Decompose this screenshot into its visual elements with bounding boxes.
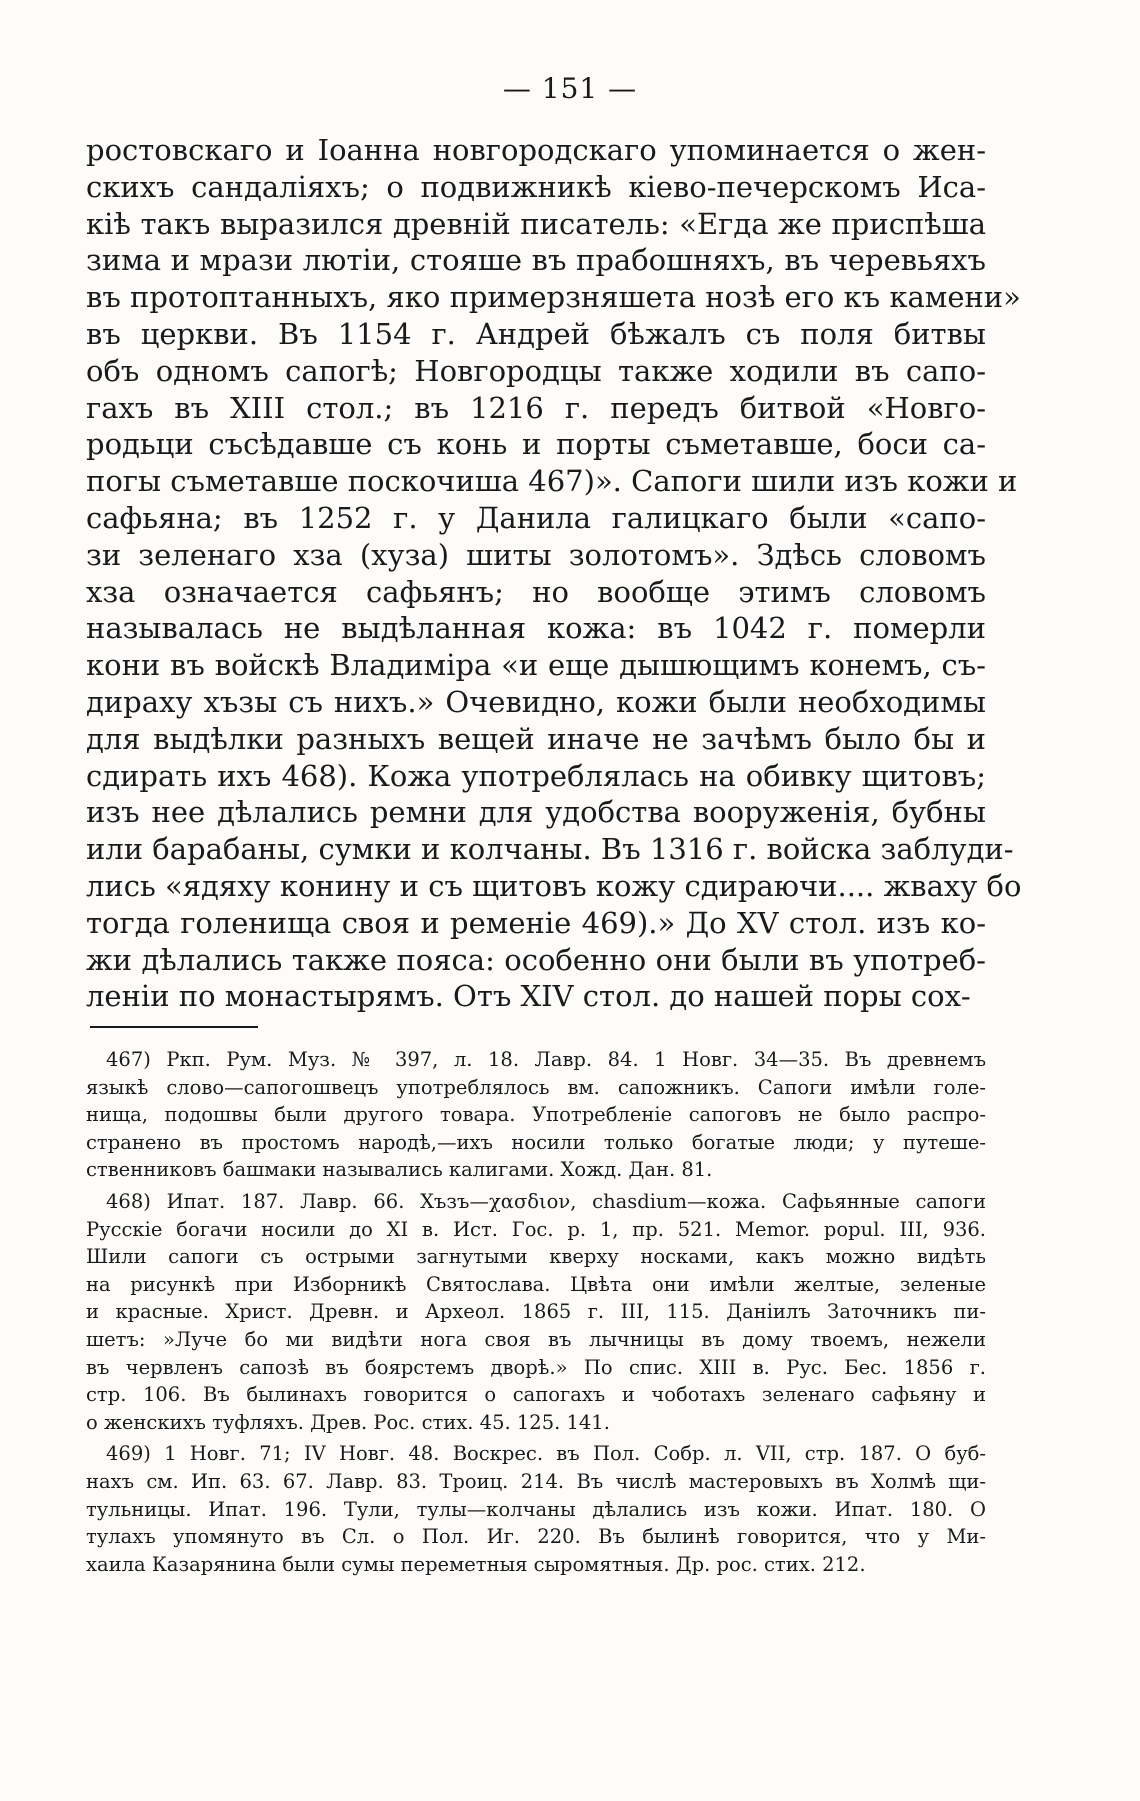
footnote-line: тулахъ упомянуто въ Сл. о Пол. Иг. 220. Въ былинѣ говорится, что у Ми- [86, 1525, 986, 1549]
text-line: кіѣ такъ выразился древній писатель: «Егда же приспѣша [86, 206, 986, 241]
footnote-469 [86, 1440, 986, 1578]
text-line: скихъ сандаліяхъ; о подвижникѣ кіево-печерскомъ Иса- [86, 169, 986, 204]
main-text [86, 132, 1022, 1015]
text-line: зи зеленаго хза (хуза) шиты золотомъ». Здѣсь словомъ [86, 537, 986, 572]
text-line: называлась не выдѣланная кожа: въ 1042 г. померли [86, 611, 986, 646]
footnote-line: 467) Ркп. Рум. Муз. № 397, л. 18. Лавр. 84. 1 Новг. 34—35. Въ древнемъ [106, 1048, 986, 1071]
page-number: — 151 — [502, 72, 638, 105]
text-line: леніи по монастырямъ. Отъ XIV стол. до нашей поры сох- [86, 979, 971, 1014]
text-line: или барабаны, сумки и колчаны. Въ 1316 г. войска заблуди- [86, 832, 1014, 867]
text-line: гахъ въ XIII стол.; въ 1216 г. передъ битвой «Новго- [86, 390, 986, 425]
footnote-line: хаила Казарянина были сумы переметныя сыромятныя. Др. рос. стих. 212. [86, 1552, 866, 1576]
footnote-line: ственниковъ башмаки назывались калигами. Хожд. Дан. 81. [86, 1158, 713, 1182]
footnote-line: на рисункѣ при Изборникѣ Святослава. Цвѣта они имѣли желтые, зеленые [86, 1272, 986, 1296]
text-line: тогда голенища своя и ременіе 469).» До XV стол. изъ ко- [86, 905, 986, 940]
footnote-line: 468) Ипат. 187. Лавр. 66. Хъзъ—χασδιον, chasdium—кожа. Сафьянные сапоги [106, 1189, 986, 1213]
footnote-line: нахъ см. Ип. 63. 67. Лавр. 83. Троиц. 214. Въ числѣ мастеровыхъ въ Холмѣ щи- [86, 1469, 986, 1493]
footnote-line: 469) 1 Новг. 71; IV Новг. 48. Воскрес. въ Пол. Собр. л. VII, стр. 187. О буб- [106, 1442, 986, 1466]
footnote-line: о женскихъ туфляхъ. Древ. Рос. стих. 45. 125. 141. [86, 1410, 610, 1434]
footnote-divider [90, 1026, 258, 1028]
text-line: кони въ войскѣ Владиміра «и еще дышющимъ конемъ, съ- [86, 648, 986, 683]
text-line: дираху хъзы съ нихъ.» Очевидно, кожи были необходимы [86, 684, 986, 719]
footnote-468 [86, 1188, 986, 1436]
footnote-467 [86, 1046, 986, 1184]
text-line: изъ нее дѣлались ремни для удобства вооруженія, бубны [86, 795, 986, 830]
footnote-line: Шили сапоги съ острыми загнутыми кверху носками, какъ можно видѣть [86, 1245, 986, 1269]
footnotes [86, 1046, 986, 1578]
text-line: объ одномъ сапогѣ; Новгородцы также ходили въ сапо- [86, 353, 986, 388]
footnote-line: странено въ простомъ народѣ,—ихъ носили только богатые люди; у путеше- [86, 1130, 986, 1154]
text-line: жи дѣлались также пояса: особенно они были въ употреб- [86, 942, 986, 977]
text-line: лись «ядяху конину и съ щитовъ кожу сдираючи.... жваху бо [86, 868, 1022, 903]
text-line: въ протоптанныхъ, яко примерзняшета нозѣ его къ камени» [86, 280, 1021, 315]
text-line: зима и мрази лютіи, стояше въ прабошняхъ, въ черевьяхъ [86, 243, 986, 278]
footnote-line: языкѣ слово—сапогошвецъ употреблялось вм. сапожникъ. Сапоги имѣли голе- [86, 1075, 986, 1099]
text-line: въ церкви. Въ 1154 г. Андрей бѣжалъ съ поля битвы [86, 316, 986, 351]
text-line: сдирать ихъ 468). Кожа употреблялась на обивку щитовъ; [86, 758, 986, 793]
text-line: погы съметавше поскочиша 467)». Сапоги шили изъ кожи и [86, 464, 1018, 499]
text-line: ростовскаго и Іоанна новгородскаго упоминается о жен- [86, 133, 986, 167]
text-line: хза означается сафьянъ; но вообще этимъ словомъ [86, 574, 986, 609]
footnote-line: тульницы. Ипат. 196. Тули, тулы—колчаны дѣлались изъ кожи. Ипат. 180. О [86, 1497, 986, 1521]
text-line: родьци съсѣдавше съ конь и порты съметавше, боси са- [86, 427, 986, 462]
footnote-line: и красные. Христ. Древн. и Археол. 1865 г. III, 115. Даніилъ Заточникъ пи- [86, 1300, 986, 1324]
footnote-line: въ червленъ сапозѣ въ боярстемъ дворѣ.» По спис. XIII в. Рус. Бес. 1856 г. [86, 1355, 986, 1379]
footnote-line: шетъ: »Луче бо ми видѣти нога своя въ лычницы въ дому твоемъ, нежели [86, 1327, 986, 1351]
footnote-line: Русскіе богачи носили до XI в. Ист. Гос. р. 1, пр. 521. Memor. popul. III, 936. [86, 1217, 986, 1241]
text-line: сафьяна; въ 1252 г. у Данила галицкаго были «сапо- [86, 500, 986, 535]
text-line: для выдѣлки разныхъ вещей иначе не зачѣмъ было бы и [86, 721, 986, 756]
footnote-line: стр. 106. Въ былинахъ говорится о сапогахъ и чоботахъ зеленаго сафьяну и [86, 1383, 986, 1407]
footnote-line: нища, подошвы были другого товара. Употребленіе сапоговъ не было распро- [86, 1103, 986, 1127]
